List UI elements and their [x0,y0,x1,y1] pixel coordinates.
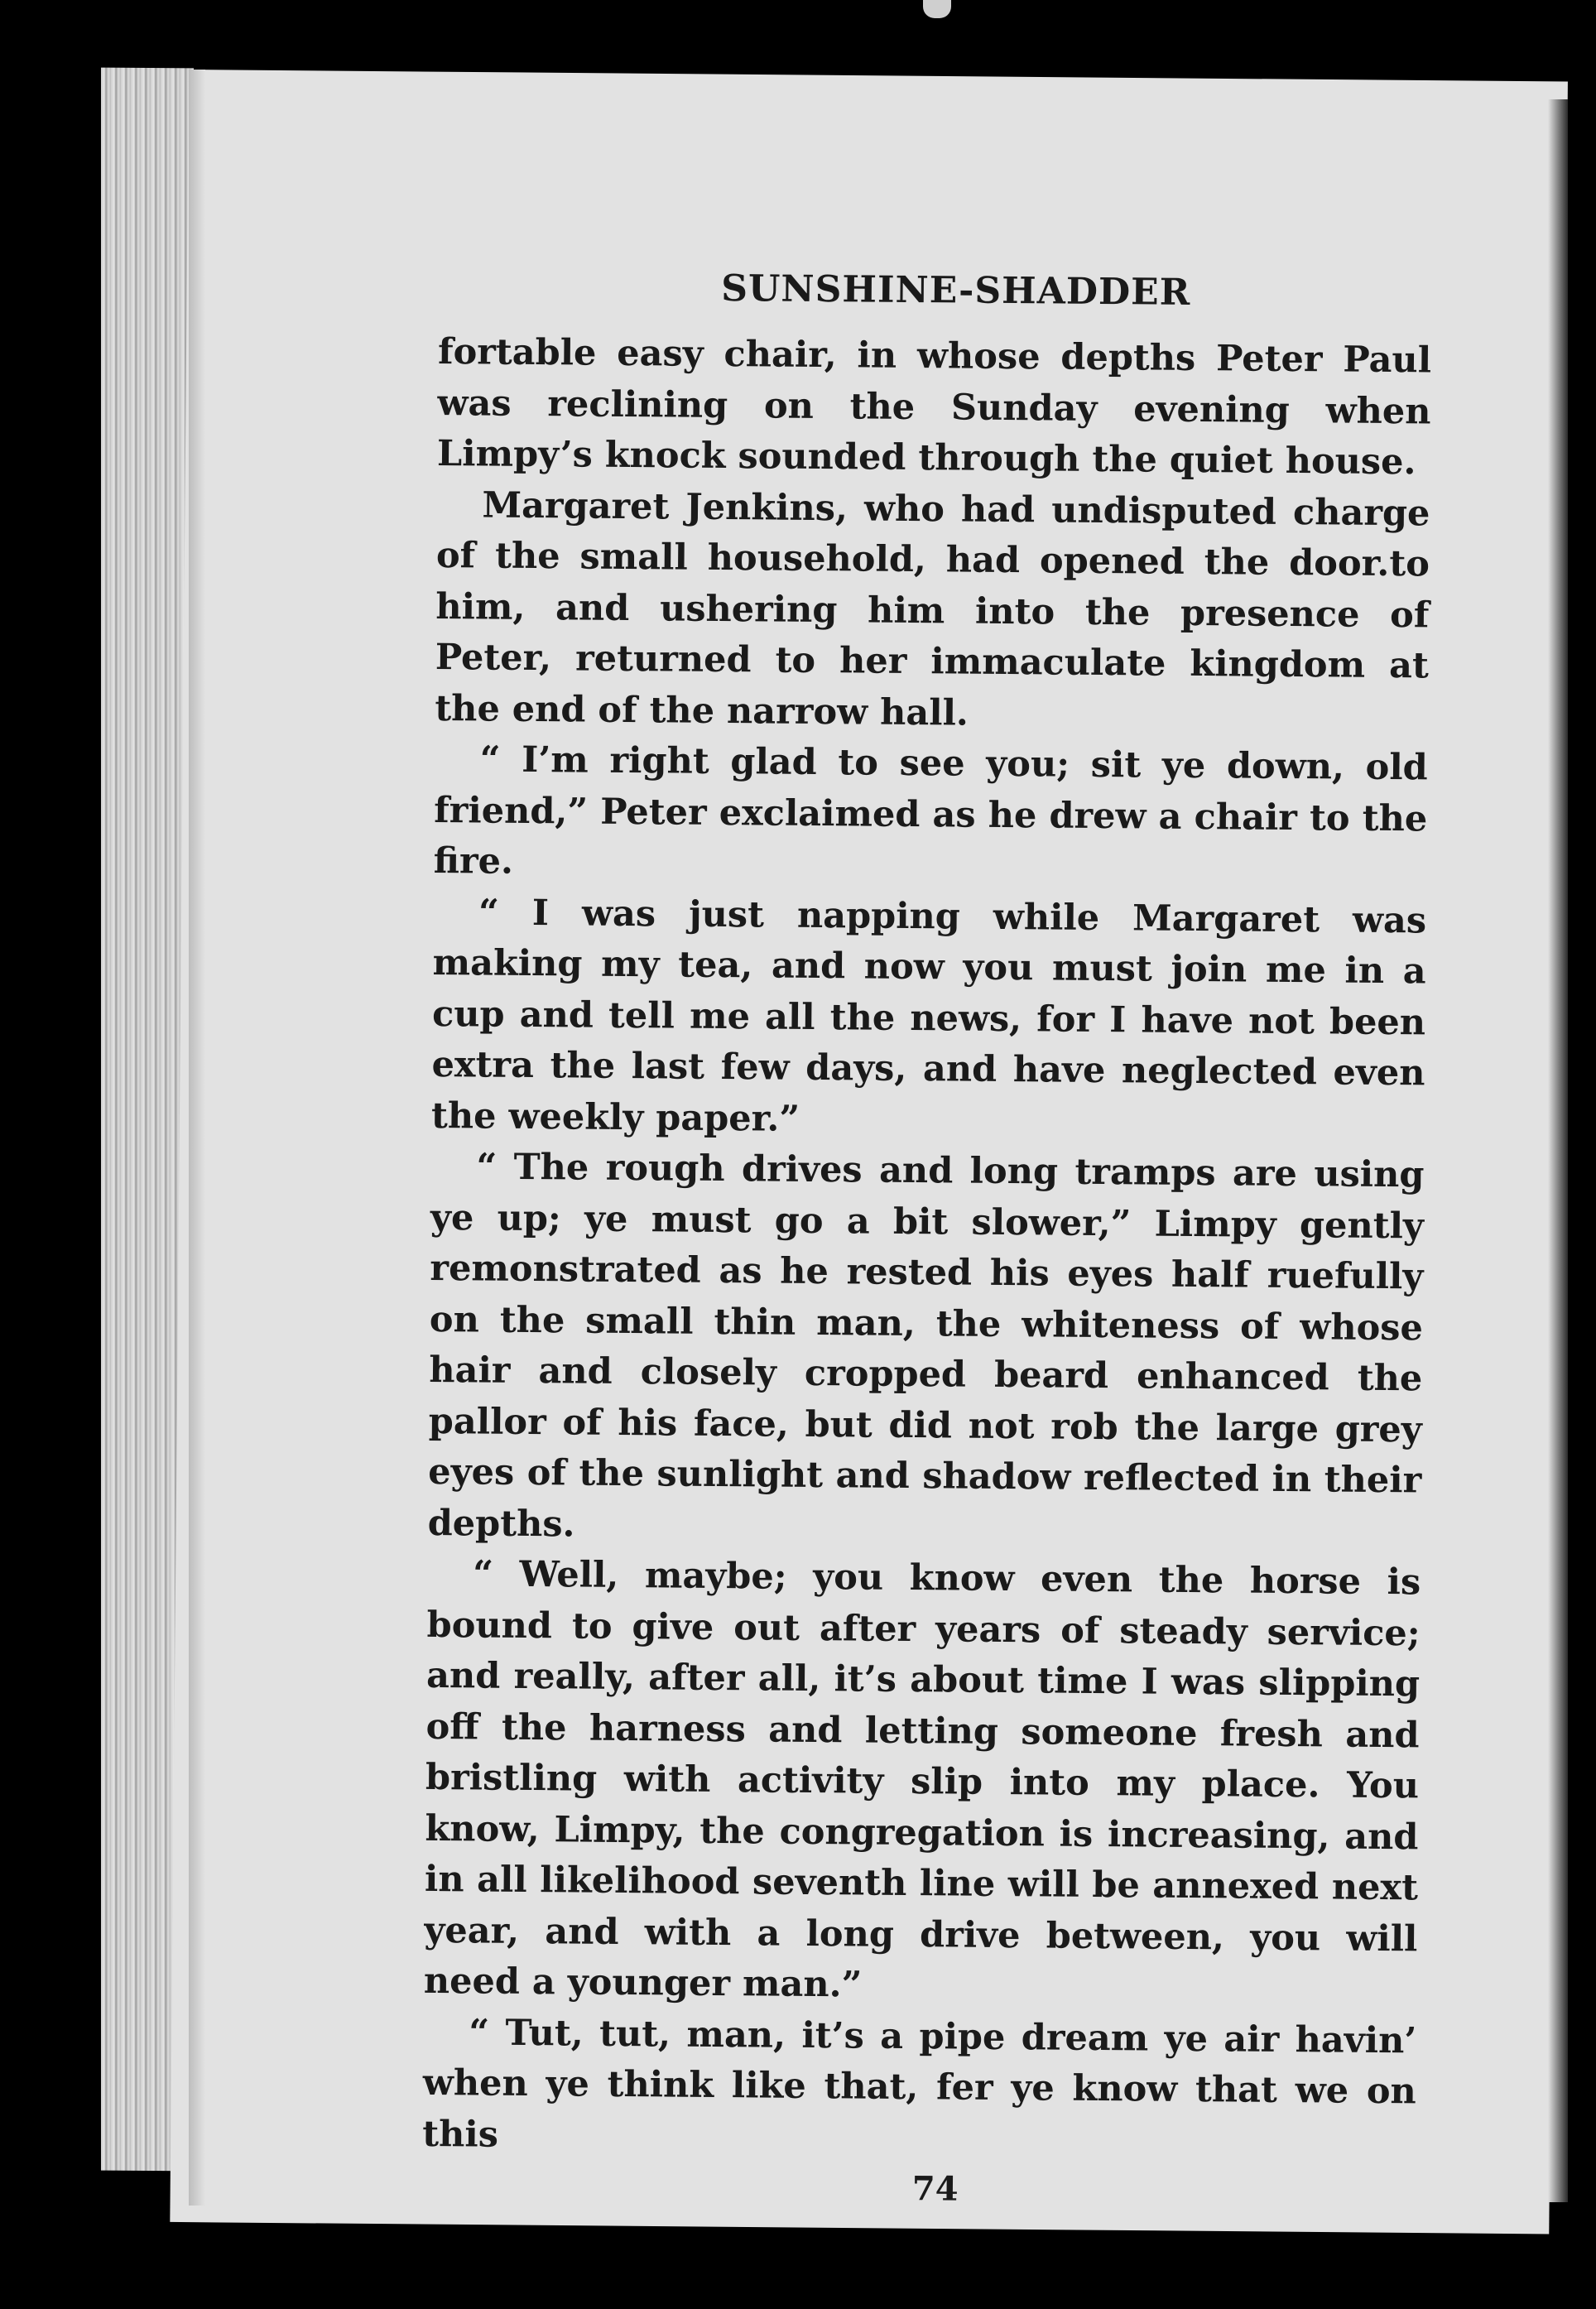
paragraph: “ The rough drives and long tramps are using ye up; ye must go a bit slower,” Limpy gently remonstrated as he rested his eyes half ruefully on the small thin man, the whiteness of whose hair and closely cropped beard enhanced the pallor of his face, but did not rob the large grey eyes of the sunlight and shadow reflected in their depths. [427,1146,1425,1545]
spine-shadow [189,70,205,2206]
scan-artifact [923,0,951,18]
paragraph: fortable easy chair, in whose depths Peter Paul was reclining on the Sunday evening when Limpy’s knock sounded through the quiet house. [436,330,1432,483]
paragraph: Margaret Jenkins, who had undisputed charge of the small household, had opened the door.to him, and ushering him into the presence of Peter, returned to her immaculate kingdom at the end of the narrow hall. [435,483,1430,734]
paragraph: “ I was just napping while Margaret was making my tea, and now you must join me in a cup and tell me all the news, for I have not been extra the last few days, and have neglected even the weekly paper.” [430,891,1427,1140]
paragraph: “ I’m right glad to see you; sit ye down, old friend,” Peter exclaimed as he drew a chair to the fire. [433,738,1428,883]
page-text-block [422,265,1432,2212]
paragraph: “ Tut, tut, man, it’s a pipe dream ye air havin’ when ye think like that, fer ye know that we on this [422,2011,1417,2156]
paragraph: “ Well, maybe; you know even the horse is bound to give out after years of steady service; and really, after all, it’s about time I was slipping off the harness and letting someone fresh and bristling with activity slip into my place. You know, Limpy, the congregation is increasing, and in all likelihood seventh line will be annexed next year, and with a long drive between, you will need a younger man.” [423,1553,1421,2006]
right-edge-shadow [1548,99,1568,2202]
running-head: SUNSHINE-SHADDER [721,267,1191,314]
page-number: 74 [911,2169,959,2209]
